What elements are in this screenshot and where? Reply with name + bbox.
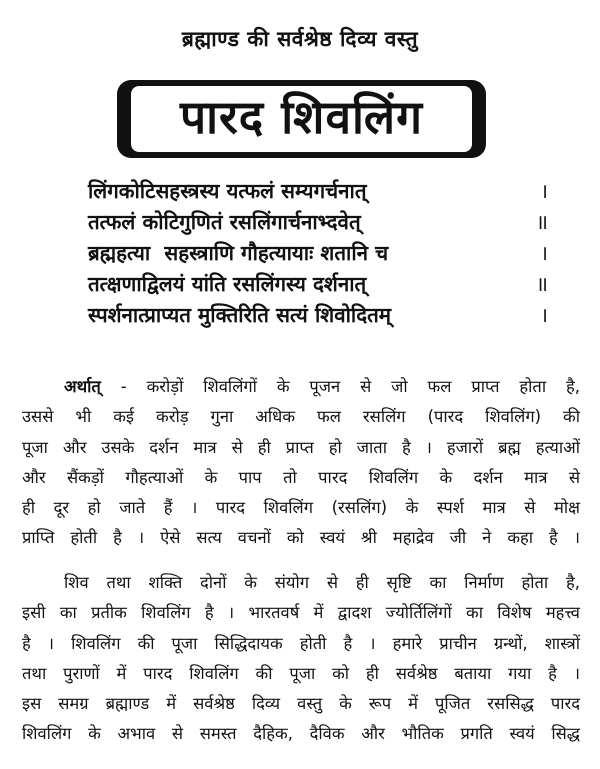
paragraph-line: और सैंकड़ों गौहत्याओं के पाप तो पारद शिवलिंग के दर्शन मात्र से [22,467,580,487]
paragraph-line: प्राप्ति होती है । ऐसे सत्य वचनों को स्वयं श्री महाद्रेव जी ने कहा है । [22,528,580,548]
paragraph-line [22,372,580,402]
paragraph-line: तथा पुराणों में पारद शिवलिंग की पूजा को ही सर्वश्रेष्ठ बताया गया है । [22,663,580,683]
paragraph-line-text: - करोड़ों शिवलिंगों के पूजन से जो फल प्राप्त होता है, [100,377,580,396]
paragraph-line: पूजा और उसके दर्शन मात्र से ही प्राप्त हो जाता है । हजारों ब्रह्म हत्याओं [22,437,580,457]
verse-text: तत्क्षणाद्विलयं यांति रसलिंगस्य दर्शनात् [88,272,367,296]
paragraph-line: शिवलिंग के अभाव से समस्त दैहिक, दैविक और भौतिक प्रगति स्वयं सिद्ध [22,724,580,744]
verse-line [88,176,548,207]
paragraph-line: इस समग्र ब्रह्माण्ड में सर्वश्रेष्ठ दिव्य वस्तु के रूप में पूजित रससिद्ध पारद [22,694,580,714]
verse-line [88,207,548,238]
paragraph-line: ही दूर हो जाते हैं । पारद शिवलिंग (रसलिंग) के स्पर्श मात्र से मोक्ष [22,498,580,518]
paragraph-line: इसी का प्रतीक शिवलिंग है । भारतवर्ष में द्वादश ज्योर्तिलिंगों का विशेष महत्त्व [22,603,580,623]
verse-text: लिंगकोटिसहस्त्रस्य यत्फलं सम्यगर्चनात् [88,179,367,203]
verse-line [88,269,548,300]
verse-danda: ॥ [535,210,548,234]
sanskrit-verses [88,176,548,331]
body-paragraph [22,568,580,750]
title-frame-inner [129,84,474,154]
verse-text: स्पर्शनात्प्राप्यत मुक्तिरिति सत्यं शिवोदितम् [88,303,392,327]
verse-danda: । [540,303,548,327]
verse-danda: । [540,241,548,265]
meaning-paragraph [22,372,580,554]
verse-danda: । [540,179,548,203]
verse-line [88,300,548,331]
paragraph-line: उससे भी कई करोड़ गुना अधिक फल रसलिंग (पारद शिवलिंग) की [22,407,580,427]
paragraph-line: है । शिवलिंग की पूजा सिद्धिदायक होती है । हमारे प्राचीन ग्रन्थों, शास्त्रों [22,633,580,653]
page-title: पारद शिवलिंग [179,90,424,144]
verse-text: ब्रह्महत्या सहस्त्राणि गौहत्यायाः शतानि च [88,241,389,265]
verse-line [88,238,548,269]
meaning-lead: अर्थात् [64,377,101,396]
verse-danda: ॥ [535,272,548,296]
verse-text: तत्फलं कोटिगुणितं रसलिंगार्चनाभ्दवेत् [88,210,361,234]
paragraph-line: शिव तथा शक्ति दोनों के संयोग से ही सृष्टि का निर्माण होता है, [64,573,580,592]
page-subtitle: ब्रह्माण्ड की सर्वश्रेष्ठ दिव्य वस्तु [181,27,419,51]
title-frame [117,80,486,158]
